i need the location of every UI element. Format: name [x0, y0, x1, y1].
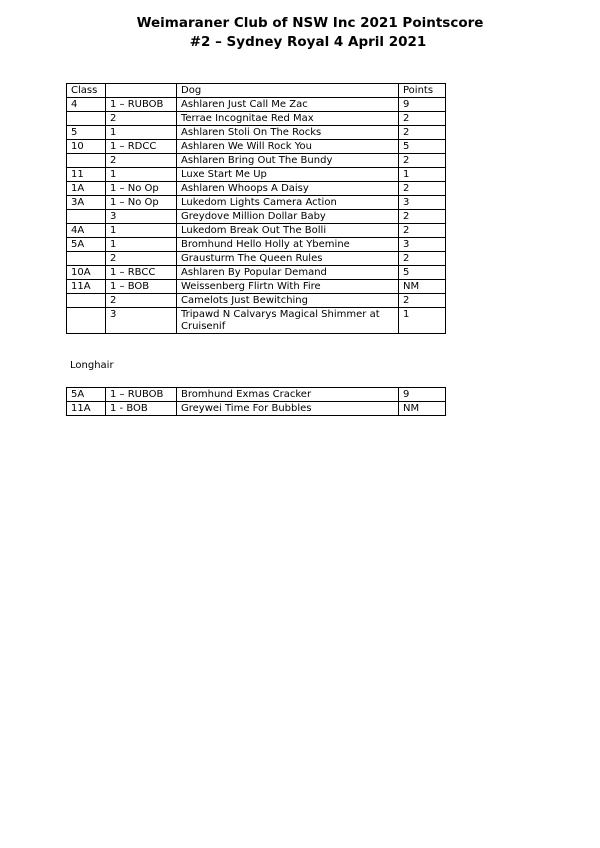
cell-class: 5A — [67, 388, 106, 402]
cell-points: 2 — [399, 182, 446, 196]
cell-dog: Luxe Start Me Up — [177, 168, 399, 182]
title-line-1: Weimaraner Club of NSW Inc 2021 Pointscore — [136, 15, 484, 31]
table-row — [67, 210, 446, 224]
cell-dog: Ashlaren Whoops A Daisy — [177, 182, 399, 196]
table-row — [67, 388, 446, 402]
table-row — [67, 224, 446, 238]
cell-points: 1 — [399, 308, 446, 334]
cell-placing: 1 – RUBOB — [106, 98, 177, 112]
cell-points: NM — [399, 402, 446, 416]
cell-points: 2 — [399, 294, 446, 308]
table-row — [67, 182, 446, 196]
cell-class: 10A — [67, 266, 106, 280]
cell-points: 5 — [399, 140, 446, 154]
cell-dog: Ashlaren Bring Out The Bundy — [177, 154, 399, 168]
cell-points: 1 — [399, 168, 446, 182]
cell-class — [67, 252, 106, 266]
header-class: Class — [67, 84, 106, 98]
cell-placing: 1 – RBCC — [106, 266, 177, 280]
cell-points: 2 — [399, 126, 446, 140]
cell-dog: Ashlaren Stoli On The Rocks — [177, 126, 399, 140]
cell-class: 4A — [67, 224, 106, 238]
cell-dog: Ashlaren We Will Rock You — [177, 140, 399, 154]
cell-placing: 1 — [106, 224, 177, 238]
cell-points: 3 — [399, 238, 446, 252]
cell-placing: 1 — [106, 238, 177, 252]
cell-placing: 1 – RDCC — [106, 140, 177, 154]
cell-dog: Greywei Time For Bubbles — [177, 402, 399, 416]
cell-placing: 1 – No Op — [106, 182, 177, 196]
cell-dog: Camelots Just Bewitching — [177, 294, 399, 308]
cell-dog: Terrae Incognitae Red Max — [177, 112, 399, 126]
table-header-row — [67, 84, 446, 98]
table-row — [67, 252, 446, 266]
table-row — [67, 196, 446, 210]
cell-dog: Grausturm The Queen Rules — [177, 252, 399, 266]
table-row — [67, 126, 446, 140]
cell-placing: 2 — [106, 294, 177, 308]
cell-placing: 1 — [106, 168, 177, 182]
cell-dog: Lukedom Lights Camera Action — [177, 196, 399, 210]
cell-placing: 3 — [106, 308, 177, 334]
cell-class: 3A — [67, 196, 106, 210]
cell-class: 11 — [67, 168, 106, 182]
cell-dog: Weissenberg Flirtn With Fire — [177, 280, 399, 294]
table-row — [67, 112, 446, 126]
cell-points: 2 — [399, 224, 446, 238]
table-row — [67, 402, 446, 416]
cell-placing: 2 — [106, 112, 177, 126]
longhair-heading: Longhair — [70, 360, 114, 371]
cell-placing: 1 – BOB — [106, 280, 177, 294]
table-row — [67, 238, 446, 252]
cell-placing: 2 — [106, 252, 177, 266]
table-row — [67, 154, 446, 168]
table-row — [67, 98, 446, 112]
longhair-results-table — [66, 387, 446, 416]
header-dog: Dog — [177, 84, 399, 98]
table-row — [67, 308, 446, 334]
cell-points: 2 — [399, 252, 446, 266]
cell-class — [67, 154, 106, 168]
cell-dog: Ashlaren By Popular Demand — [177, 266, 399, 280]
table-row — [67, 280, 446, 294]
table-row — [67, 140, 446, 154]
cell-points: 2 — [399, 154, 446, 168]
cell-class: 4 — [67, 98, 106, 112]
cell-dog: Ashlaren Just Call Me Zac — [177, 98, 399, 112]
header-placing — [106, 84, 177, 98]
cell-class: 1A — [67, 182, 106, 196]
cell-points: 5 — [399, 266, 446, 280]
cell-class — [67, 294, 106, 308]
cell-points: 9 — [399, 98, 446, 112]
cell-dog: Bromhund Exmas Cracker — [177, 388, 399, 402]
cell-class — [67, 112, 106, 126]
cell-dog: Greydove Million Dollar Baby — [177, 210, 399, 224]
cell-placing: 1 - BOB — [106, 402, 177, 416]
page-title — [0, 14, 600, 52]
cell-dog: Lukedom Break Out The Bolli — [177, 224, 399, 238]
cell-placing: 2 — [106, 154, 177, 168]
main-results-table — [66, 83, 446, 334]
cell-points: 9 — [399, 388, 446, 402]
cell-class: 5 — [67, 126, 106, 140]
table-row — [67, 294, 446, 308]
cell-placing: 1 — [106, 126, 177, 140]
cell-placing: 1 – No Op — [106, 196, 177, 210]
cell-placing: 1 – RUBOB — [106, 388, 177, 402]
cell-points: 2 — [399, 112, 446, 126]
cell-class — [67, 210, 106, 224]
cell-points: 3 — [399, 196, 446, 210]
cell-class: 5A — [67, 238, 106, 252]
header-points: Points — [399, 84, 446, 98]
cell-points: NM — [399, 280, 446, 294]
cell-points: 2 — [399, 210, 446, 224]
cell-class: 11A — [67, 402, 106, 416]
cell-class: 11A — [67, 280, 106, 294]
table-row — [67, 168, 446, 182]
cell-class — [67, 308, 106, 334]
cell-class: 10 — [67, 140, 106, 154]
cell-dog: Bromhund Hello Holly at Ybemine — [177, 238, 399, 252]
cell-dog: Tripawd N Calvarys Magical Shimmer at Cruisenif — [177, 308, 399, 334]
title-line-2: #2 – Sydney Royal 4 April 2021 — [189, 34, 427, 50]
cell-placing: 3 — [106, 210, 177, 224]
table-row — [67, 266, 446, 280]
